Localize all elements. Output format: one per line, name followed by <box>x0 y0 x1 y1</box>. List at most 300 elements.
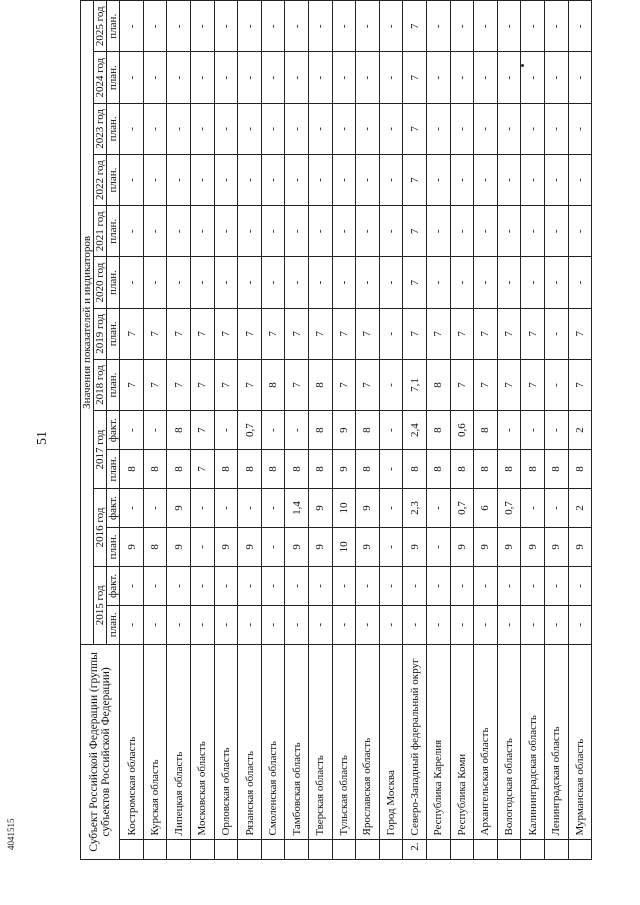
value-cell: - <box>120 154 144 205</box>
value-cell: 8 <box>143 527 167 566</box>
value-cell: 7 <box>403 206 427 257</box>
subject-name: Республика Карелия <box>427 644 451 839</box>
value-cell: - <box>544 257 568 308</box>
value-cell: 8 <box>427 411 451 450</box>
value-cell: - <box>285 1 309 53</box>
value-cell: - <box>261 489 285 528</box>
plan-header: план. <box>107 359 120 410</box>
value-cell: - <box>191 52 215 103</box>
value-cell: 7 <box>214 308 238 359</box>
value-cell: 7 <box>450 359 474 410</box>
value-cell: 7,1 <box>403 359 427 410</box>
row-number <box>356 839 380 859</box>
value-cell: - <box>332 566 356 605</box>
value-cell: - <box>379 52 403 103</box>
table-row <box>285 1 309 860</box>
value-cell: 2,3 <box>403 489 427 528</box>
value-cell: - <box>167 103 191 154</box>
value-cell: 8 <box>450 450 474 489</box>
value-cell: 7 <box>356 308 380 359</box>
value-cell: - <box>568 52 592 103</box>
value-cell: - <box>120 1 144 53</box>
value-cell: - <box>214 1 238 53</box>
subject-name: Липецкая область <box>167 644 191 839</box>
value-cell: - <box>167 154 191 205</box>
value-cell: 7 <box>285 359 309 410</box>
value-cell: 8 <box>356 450 380 489</box>
value-cell: - <box>143 154 167 205</box>
value-cell: - <box>143 1 167 53</box>
value-cell: - <box>120 257 144 308</box>
table-header <box>81 1 120 860</box>
value-cell: - <box>214 489 238 528</box>
value-cell: 9 <box>309 489 333 528</box>
year-header: 2020 год <box>94 257 107 308</box>
value-cell: - <box>356 206 380 257</box>
plan-header: план. <box>107 308 120 359</box>
year-header: 2025 год <box>94 1 107 53</box>
value-cell: - <box>261 257 285 308</box>
value-cell: 8 <box>120 450 144 489</box>
value-cell: - <box>120 605 144 644</box>
value-cell: - <box>261 206 285 257</box>
value-cell: 7 <box>450 308 474 359</box>
value-cell: - <box>356 605 380 644</box>
value-cell: 8 <box>285 450 309 489</box>
value-cell: - <box>356 103 380 154</box>
value-cell: - <box>238 257 262 308</box>
table-body <box>120 1 592 860</box>
value-cell: - <box>120 489 144 528</box>
value-cell: 7 <box>497 308 521 359</box>
value-cell: 7 <box>120 359 144 410</box>
value-cell: - <box>191 566 215 605</box>
row-number <box>214 839 238 859</box>
value-cell: - <box>450 52 474 103</box>
value-cell: 8 <box>261 359 285 410</box>
value-cell: 8 <box>261 450 285 489</box>
subject-name: Мурманская область <box>568 644 592 839</box>
value-cell: - <box>521 489 545 528</box>
value-cell: 7 <box>143 308 167 359</box>
value-cell: - <box>379 257 403 308</box>
value-cell: - <box>238 566 262 605</box>
page-number: 51 <box>35 431 50 445</box>
value-cell: - <box>356 154 380 205</box>
subject-name: Курская область <box>143 644 167 839</box>
value-cell: - <box>214 605 238 644</box>
value-cell: - <box>356 52 380 103</box>
plan-header: план. <box>107 1 120 53</box>
value-cell: 7 <box>191 308 215 359</box>
subject-name: Вологодская область <box>497 644 521 839</box>
value-cell: - <box>568 605 592 644</box>
value-cell: - <box>521 206 545 257</box>
value-cell: - <box>544 566 568 605</box>
value-cell: 8 <box>309 411 333 450</box>
value-cell: 7 <box>238 359 262 410</box>
row-number <box>474 839 498 859</box>
value-cell: - <box>521 566 545 605</box>
value-cell: 8 <box>544 450 568 489</box>
value-cell: - <box>497 257 521 308</box>
subject-name: Город Москва <box>379 644 403 839</box>
value-cell: - <box>450 1 474 53</box>
value-cell: - <box>474 103 498 154</box>
value-cell: - <box>356 257 380 308</box>
value-cell: - <box>191 206 215 257</box>
row-number <box>332 839 356 859</box>
plan-header: план. <box>107 450 120 489</box>
value-cell: - <box>427 257 451 308</box>
value-cell: - <box>120 206 144 257</box>
value-cell: - <box>497 566 521 605</box>
table-row <box>474 1 498 860</box>
value-cell: - <box>261 52 285 103</box>
row-number <box>568 839 592 859</box>
value-cell: 9 <box>309 527 333 566</box>
value-cell: 9 <box>120 527 144 566</box>
value-cell: 7 <box>403 1 427 53</box>
value-cell: - <box>261 1 285 53</box>
value-cell: 6 <box>474 489 498 528</box>
value-cell: - <box>261 154 285 205</box>
value-cell: 9 <box>356 527 380 566</box>
value-cell: 7 <box>497 359 521 410</box>
value-cell: - <box>474 605 498 644</box>
value-cell: - <box>238 103 262 154</box>
value-cell: - <box>544 206 568 257</box>
subject-name: Республика Коми <box>450 644 474 839</box>
value-cell: - <box>191 605 215 644</box>
row-number <box>167 839 191 859</box>
value-cell: - <box>167 52 191 103</box>
value-cell: 2 <box>568 489 592 528</box>
value-cell: 8 <box>474 450 498 489</box>
fact-header: факт. <box>107 566 120 605</box>
value-cell: - <box>427 103 451 154</box>
value-cell: - <box>191 527 215 566</box>
value-cell: 9 <box>238 527 262 566</box>
value-cell: - <box>143 411 167 450</box>
year-header: 2019 год <box>94 308 107 359</box>
table-row <box>356 1 380 860</box>
value-cell: 0,7 <box>450 489 474 528</box>
row-number <box>379 839 403 859</box>
row-number <box>427 839 451 859</box>
year-header: 2018 год <box>94 359 107 410</box>
row-number <box>521 839 545 859</box>
value-cell: - <box>285 411 309 450</box>
value-cell: - <box>143 52 167 103</box>
value-cell: 8 <box>356 411 380 450</box>
value-cell: - <box>332 206 356 257</box>
subject-name: Архангельская область <box>474 644 498 839</box>
value-cell: - <box>450 103 474 154</box>
value-cell: - <box>261 605 285 644</box>
value-cell: - <box>521 1 545 53</box>
value-cell: - <box>261 411 285 450</box>
subject-name: Московская область <box>191 644 215 839</box>
value-cell: - <box>120 411 144 450</box>
table-row <box>143 1 167 860</box>
value-cell: 9 <box>403 527 427 566</box>
value-cell: - <box>309 206 333 257</box>
value-cell: - <box>379 450 403 489</box>
value-cell: - <box>167 206 191 257</box>
value-cell: 7 <box>332 308 356 359</box>
value-cell: - <box>332 154 356 205</box>
value-cell: - <box>309 154 333 205</box>
year-header: 2024 год <box>94 52 107 103</box>
value-cell: 7 <box>309 308 333 359</box>
value-cell: - <box>379 206 403 257</box>
value-cell: - <box>238 52 262 103</box>
subject-column-header: Субъект Российской Федерации (группы субъектов Российской Федерации) <box>81 644 120 859</box>
value-cell: - <box>521 103 545 154</box>
value-cell: 7 <box>474 359 498 410</box>
value-cell: - <box>427 566 451 605</box>
value-cell: - <box>191 154 215 205</box>
value-cell: 0,7 <box>238 411 262 450</box>
value-cell: - <box>379 1 403 53</box>
value-cell: 2,4 <box>403 411 427 450</box>
value-cell: 9 <box>332 450 356 489</box>
value-cell: 10 <box>332 527 356 566</box>
value-cell: - <box>474 566 498 605</box>
value-cell: - <box>214 52 238 103</box>
value-cell: - <box>497 1 521 53</box>
table-row <box>238 1 262 860</box>
value-cell: - <box>143 489 167 528</box>
subject-name: Северо-Западный федеральный округ <box>403 644 427 839</box>
value-cell: - <box>544 1 568 53</box>
value-cell: - <box>285 257 309 308</box>
value-cell: 8 <box>167 450 191 489</box>
value-cell: - <box>214 411 238 450</box>
value-cell: - <box>521 605 545 644</box>
value-cell: - <box>167 605 191 644</box>
value-cell: - <box>568 154 592 205</box>
subject-name: Орловская область <box>214 644 238 839</box>
value-cell: - <box>379 308 403 359</box>
value-cell: - <box>309 52 333 103</box>
value-cell: 9 <box>497 527 521 566</box>
value-cell: 9 <box>450 527 474 566</box>
value-cell: 7 <box>403 103 427 154</box>
value-cell: 7 <box>191 359 215 410</box>
value-cell: - <box>285 566 309 605</box>
value-cell: - <box>332 605 356 644</box>
value-cell: - <box>120 52 144 103</box>
row-number <box>191 839 215 859</box>
plan-header: план. <box>107 154 120 205</box>
value-cell: - <box>450 605 474 644</box>
subject-name: Смоленская область <box>261 644 285 839</box>
value-cell: - <box>143 206 167 257</box>
value-cell: - <box>427 1 451 53</box>
subject-name: Тамбовская область <box>285 644 309 839</box>
value-cell: - <box>450 257 474 308</box>
value-cell: - <box>497 103 521 154</box>
value-cell: - <box>544 411 568 450</box>
year-header: 2021 год <box>94 206 107 257</box>
value-cell: 7 <box>191 411 215 450</box>
value-cell: - <box>332 1 356 53</box>
value-cell: - <box>167 257 191 308</box>
fact-header: факт. <box>107 489 120 528</box>
table-row <box>379 1 403 860</box>
value-cell: 9 <box>285 527 309 566</box>
value-cell: - <box>238 206 262 257</box>
value-cell: - <box>497 411 521 450</box>
value-cell: - <box>332 52 356 103</box>
value-cell: - <box>309 103 333 154</box>
rotated-table-container <box>80 0 600 860</box>
value-cell: - <box>356 1 380 53</box>
value-cell: - <box>379 411 403 450</box>
value-cell: - <box>285 103 309 154</box>
value-cell: - <box>403 566 427 605</box>
value-cell: 9 <box>332 411 356 450</box>
value-cell: - <box>427 605 451 644</box>
value-cell: - <box>427 154 451 205</box>
value-cell: - <box>379 566 403 605</box>
year-header: 2017 год <box>94 411 107 489</box>
value-cell: - <box>379 154 403 205</box>
table-row <box>261 1 285 860</box>
value-cell: - <box>450 566 474 605</box>
row-number <box>238 839 262 859</box>
value-cell: 7 <box>261 308 285 359</box>
value-cell: 8 <box>167 411 191 450</box>
document-stamp: 4041515 <box>6 818 16 850</box>
value-cell: 8 <box>403 450 427 489</box>
value-cell: 7 <box>427 308 451 359</box>
value-cell: 7 <box>332 359 356 410</box>
value-cell: - <box>379 527 403 566</box>
value-cell: - <box>403 605 427 644</box>
value-cell: 8 <box>427 359 451 410</box>
value-cell: 7 <box>403 154 427 205</box>
value-cell: - <box>544 52 568 103</box>
values-title: Значения показателей и индикаторов <box>81 1 94 645</box>
value-cell: - <box>214 154 238 205</box>
value-cell: - <box>120 566 144 605</box>
value-cell: - <box>450 154 474 205</box>
value-cell: 10 <box>332 489 356 528</box>
value-cell: - <box>568 103 592 154</box>
value-cell: - <box>143 103 167 154</box>
value-cell: 7 <box>568 308 592 359</box>
value-cell: 9 <box>521 527 545 566</box>
value-cell: - <box>544 359 568 410</box>
value-cell: 9 <box>474 527 498 566</box>
value-cell: 0,7 <box>497 489 521 528</box>
value-cell: - <box>497 52 521 103</box>
value-cell: 9 <box>544 527 568 566</box>
value-cell: - <box>143 566 167 605</box>
value-cell: 7 <box>214 359 238 410</box>
table-row <box>214 1 238 860</box>
value-cell: - <box>497 206 521 257</box>
fact-header: факт. <box>107 411 120 450</box>
row-number <box>120 839 144 859</box>
year-header: 2015 год <box>94 566 107 644</box>
value-cell: - <box>474 206 498 257</box>
value-cell: - <box>238 1 262 53</box>
value-cell: - <box>238 605 262 644</box>
row-number <box>261 839 285 859</box>
value-cell: - <box>474 52 498 103</box>
table-row <box>332 1 356 860</box>
value-cell: - <box>568 257 592 308</box>
plan-header: план. <box>107 257 120 308</box>
value-cell: - <box>497 605 521 644</box>
year-header: 2016 год <box>94 489 107 567</box>
value-cell: - <box>474 257 498 308</box>
value-cell: - <box>497 154 521 205</box>
value-cell: - <box>544 154 568 205</box>
value-cell: - <box>167 566 191 605</box>
table-row <box>427 1 451 860</box>
value-cell: - <box>238 489 262 528</box>
subject-name: Ленинградская область <box>544 644 568 839</box>
value-cell: 8 <box>474 411 498 450</box>
value-cell: 9 <box>167 527 191 566</box>
value-cell: 9 <box>214 527 238 566</box>
value-cell: 9 <box>167 489 191 528</box>
value-cell: - <box>379 605 403 644</box>
subject-name: Рязанская область <box>238 644 262 839</box>
value-cell: - <box>568 1 592 53</box>
value-cell: - <box>214 566 238 605</box>
value-cell: - <box>261 527 285 566</box>
value-cell: 2 <box>568 411 592 450</box>
value-cell: 8 <box>309 450 333 489</box>
value-cell: 8 <box>568 450 592 489</box>
value-cell: - <box>191 489 215 528</box>
value-cell: 7 <box>356 359 380 410</box>
table-row <box>403 1 427 860</box>
value-cell: - <box>568 206 592 257</box>
value-cell: - <box>143 605 167 644</box>
value-cell: - <box>214 257 238 308</box>
subject-name: Костромская область <box>120 644 144 839</box>
value-cell: - <box>332 103 356 154</box>
row-number <box>309 839 333 859</box>
table-row <box>497 1 521 860</box>
value-cell: - <box>309 605 333 644</box>
subject-name: Тульская область <box>332 644 356 839</box>
value-cell: - <box>191 257 215 308</box>
value-cell: - <box>474 1 498 53</box>
value-cell: 8 <box>309 359 333 410</box>
row-number <box>285 839 309 859</box>
value-cell: - <box>379 489 403 528</box>
value-cell: - <box>544 308 568 359</box>
value-cell: - <box>309 1 333 53</box>
value-cell: - <box>521 154 545 205</box>
row-number <box>143 839 167 859</box>
value-cell: - <box>191 1 215 53</box>
value-cell: - <box>238 154 262 205</box>
value-cell: - <box>309 566 333 605</box>
value-cell: - <box>568 566 592 605</box>
value-cell: - <box>521 52 545 103</box>
value-cell: 7 <box>403 52 427 103</box>
year-header: 2022 год <box>94 154 107 205</box>
